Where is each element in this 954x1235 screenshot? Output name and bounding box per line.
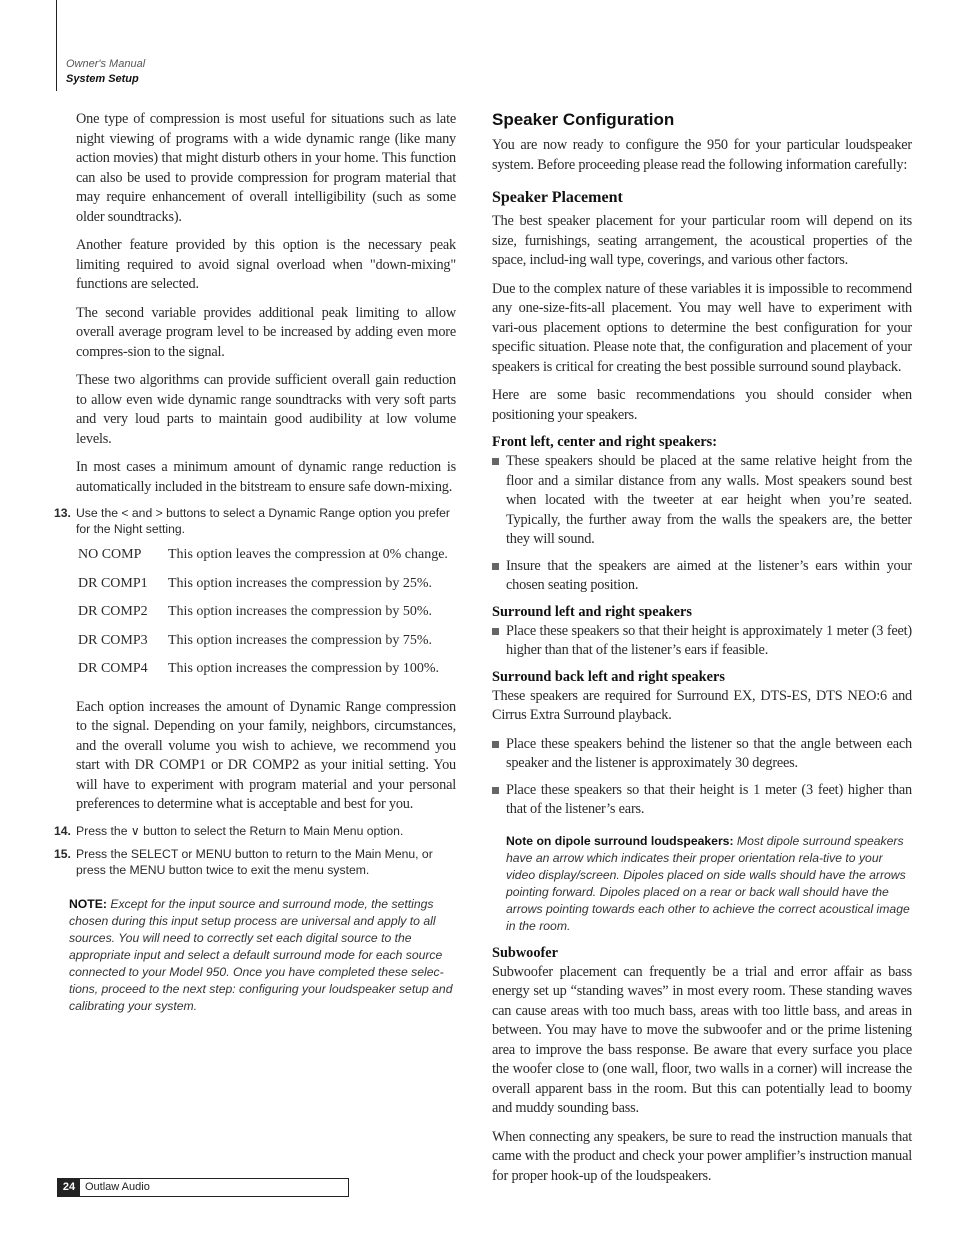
option-row [76, 631, 448, 660]
bullet-square-icon [492, 628, 499, 635]
running-header [66, 57, 145, 87]
paragraph: Here are some basic recommendations you should consider when positioning your speakers. [492, 387, 912, 423]
page-number: 24 [58, 1179, 80, 1196]
option-key: DR COMP3 [78, 632, 148, 648]
option-row [76, 574, 448, 603]
step-number: 15. [54, 847, 71, 861]
bullet-text: These speakers should be placed at the same relative height from the floor and a similar distance from any walls. Most speakers sound best when located with the tweeter at ear height when you’re seated. Typically, the further away from the walls the speakers are, the better they will sound. [506, 453, 912, 547]
paragraph: In most cases a minimum amount of dynamic range reduction is automatically included in the bitstream to ensure safe down-mixing. [76, 459, 456, 495]
paragraph: These speakers are required for Surround EX, DTS-ES, DTS NEO:6 and Cirrus Extra Surround playback. [492, 687, 912, 723]
subsection-title: Speaker Placement [492, 189, 623, 206]
section-label: System Setup [66, 73, 139, 85]
bullet-item [492, 781, 912, 820]
bullet-item [492, 622, 912, 661]
bullet-square-icon [492, 787, 499, 794]
bullet-square-icon [492, 563, 499, 570]
header-rule [56, 0, 57, 91]
paragraph: These two algorithms can provide sufficient overall gain reduction to allow even wide dynamic range soundtracks with very soft parts and very loud parts to maintain good audibility at low volume levels. [76, 372, 456, 447]
dipole-note-text: Most dipole surround speakers have an arrow which indicates their proper orientation rela-tive to your video display/screen. Dipoles placed on side walls should have the arrows pointing forward. Dipoles placed on a rear or back wall should have the arrows pointing towards each other to achieve the correct acoustical image in the room. [506, 833, 910, 933]
bullet-text: Insure that the speakers are aimed at the listener’s ears within your chosen seating position. [506, 557, 912, 593]
dipole-note-label: Note on dipole surround loudspeakers: [506, 833, 734, 848]
setup-note [69, 896, 456, 1015]
option-row [76, 659, 448, 688]
note-text: Except for the input source and surround mode, the settings chosen during this input setup process are universal and apply to all sources. You will need to correctly set each digital source to the appropriate input and select a default surround mode for each source connected to your Model 950. Once you have completed these selec-tions, proceed to the next step: configuring your loudspeaker setup and calibrating your system. [69, 897, 453, 1013]
paragraph: The best speaker placement for your particular room will depend on its size, furnishings, seating arrangement, the acoustical properties of the space, includ-ing wall type, coverings, and various other factors. [492, 213, 912, 268]
paragraph: Subwoofer placement can frequently be a trial and error affair as bass energy set up “standing waves” in most every room. These standing waves can cause areas with too much bass, areas with too little bass, and areas in between. You may have to move the subwoofer and or the prime listening area to improve the bass response. Be aware that every surface you place the woofer close to (one wall, floor, two walls in a corner) will increase the overall apparent bass in the room. But this can potentially lead to boomy and muddy sounding bass. [492, 963, 912, 1116]
bullet-text: Place these speakers so that their height is approximately 1 meter (3 feet) higher than that of the listener’s ears if feasible. [506, 622, 912, 658]
section-title: Speaker Configuration [492, 110, 675, 129]
bullet-item [492, 452, 912, 550]
option-key: DR COMP2 [78, 604, 148, 619]
step-14 [54, 823, 456, 840]
option-desc: This option increases the compression by 75%. [168, 632, 433, 648]
step-number: 13. [54, 506, 71, 520]
step-text: Press the SELECT or MENU button to return to the Main Menu, or press the MENU button twice to exit the menu system. [76, 847, 433, 877]
option-key: NO COMP [78, 547, 142, 562]
manual-label: Owner's Manual [66, 58, 146, 70]
paragraph: Due to the complex nature of these variables it is impossible to recommend any one-size-fits-all placement. You may well have to experiment with vari-ous placement options to determine the best configuration for your specific situation. Please note that, the configuration and placement of your speakers is critical for creating the best possible surround sound playback. [492, 280, 912, 375]
option-key: DR COMP4 [78, 661, 148, 676]
bullet-text: Place these speakers behind the listener so that the angle between each speaker and the listener is approximately 30 degrees. [506, 735, 912, 771]
option-desc: This option increases the compression by 50%. [168, 604, 433, 619]
bullet-square-icon [492, 741, 499, 748]
left-column [54, 110, 456, 1015]
bullet-item [492, 557, 912, 596]
option-desc: This option leaves the compression at 0% change. [168, 547, 448, 562]
option-row [76, 545, 448, 574]
page-footer [57, 1178, 349, 1197]
option-desc: This option increases the compression by 100%. [168, 661, 440, 676]
paragraph: When connecting any speakers, be sure to read the instruction manuals that came with the product and check your power amplifier’s instruction manual for proper hook-up of the loudspeakers. [492, 1128, 912, 1184]
bullet-text: Place these speakers so that their height is 1 meter (3 feet) higher than that of the listener’s ears. [506, 781, 912, 817]
bullet-square-icon [492, 458, 499, 465]
step-15 [54, 847, 456, 878]
option-key: DR COMP1 [78, 575, 148, 591]
dipole-note [506, 833, 912, 935]
option-desc: This option increases the compression by 25%. [168, 575, 433, 591]
paragraph: The second variable provides additional peak limiting to allow overall average program level to be increased by adding even more compres-sion to the signal. [76, 304, 456, 360]
front-speakers-title: Front left, center and right speakers: [492, 434, 718, 450]
paragraph: You are now ready to configure the 950 for your particular loudspeaker system. Before proceeding please read the following information carefully: [492, 137, 912, 173]
paragraph: One type of compression is most useful for situations such as late night viewing of programs with a wide dynamic range (like many action movies) that might disturb others in your home. This function can also be used to provide compression for program material that may require enhancement of overall intelligibility (such as some older soundtracks). [76, 111, 456, 225]
step-text: Use the < and > buttons to select a Dynamic Range option you prefer for the Night setting. [76, 506, 450, 536]
note-label: NOTE: [69, 897, 107, 911]
paragraph: Another feature provided by this option is the necessary peak limiting required to avoid signal overload when "down-mixing" functions are selected. [76, 237, 456, 292]
surround-back-title: Surround back left and right speakers [492, 668, 725, 685]
footer-brand: Outlaw Audio [85, 1181, 150, 1193]
step-text: Press the ∨ button to select the Return to Main Menu option. [76, 823, 404, 838]
right-column [492, 108, 912, 1195]
bullet-item [492, 735, 912, 774]
step-13 [54, 506, 456, 537]
step-number: 14. [54, 823, 71, 838]
dynamic-range-options [76, 545, 448, 688]
surround-speakers-title: Surround left and right speakers [492, 603, 692, 620]
paragraph: Each option increases the amount of Dynamic Range compression to the signal. Depending on your family, neighbors, circumstances, and the overall volume you wish to achieve, we recommend you start with DR COMP1 or DR COMP2 as your initial setting. You will have to experiment with program material and your personal preferences to determine what is acceptable and best for you. [76, 698, 456, 812]
option-row [76, 602, 448, 631]
subwoofer-title: Subwoofer [492, 944, 558, 961]
